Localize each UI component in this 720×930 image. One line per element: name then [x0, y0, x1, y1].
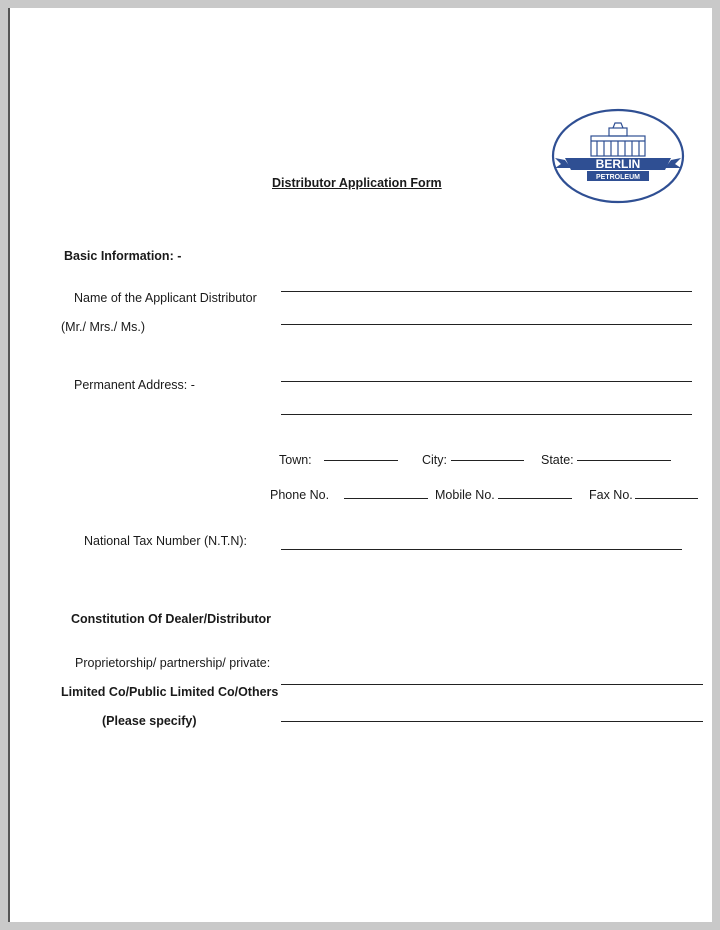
town-line[interactable]: [324, 460, 398, 461]
address-line-1[interactable]: [281, 381, 692, 382]
logo-sub-text: PETROLEUM: [596, 174, 640, 181]
berlin-petroleum-logo-icon: [551, 108, 685, 204]
permanent-address-label: Permanent Address: -: [74, 378, 195, 392]
please-specify-label: (Please specify): [102, 714, 197, 728]
ntn-label: National Tax Number (N.T.N):: [84, 534, 248, 548]
mobile-line[interactable]: [498, 498, 572, 499]
fax-line[interactable]: [635, 498, 698, 499]
phone-line[interactable]: [344, 498, 428, 499]
logo-brand-text: BERLIN: [595, 157, 641, 171]
constitution-heading: Constitution Of Dealer/Distributor: [71, 612, 271, 626]
limited-label: Limited Co/Public Limited Co/Others: [61, 685, 279, 699]
document-page: [8, 8, 712, 922]
applicant-name-label: Name of the Applicant Distributor: [74, 291, 257, 305]
state-line[interactable]: [577, 460, 671, 461]
constitution-line-2[interactable]: [281, 721, 703, 722]
proprietorship-label: Proprietorship/ partnership/ private:: [75, 656, 271, 670]
town-label: Town:: [279, 453, 312, 467]
mobile-label: Mobile No.: [435, 488, 495, 502]
basic-info-heading: Basic Information: -: [64, 249, 182, 263]
phone-label: Phone No.: [270, 488, 330, 502]
city-line[interactable]: [451, 460, 524, 461]
salutation-label: (Mr./ Mrs./ Ms.): [61, 320, 146, 334]
state-label: State:: [541, 453, 574, 467]
constitution-line-1[interactable]: [281, 684, 703, 685]
fax-label: Fax No.: [589, 488, 633, 502]
address-line-2[interactable]: [281, 414, 692, 415]
applicant-name-line-2[interactable]: [281, 324, 692, 325]
form-title: Distributor Application Form: [272, 176, 442, 190]
ntn-line[interactable]: [281, 549, 682, 550]
city-label: City:: [422, 453, 447, 467]
applicant-name-line-1[interactable]: [281, 291, 692, 292]
berlin-petroleum-logo: [551, 108, 685, 204]
